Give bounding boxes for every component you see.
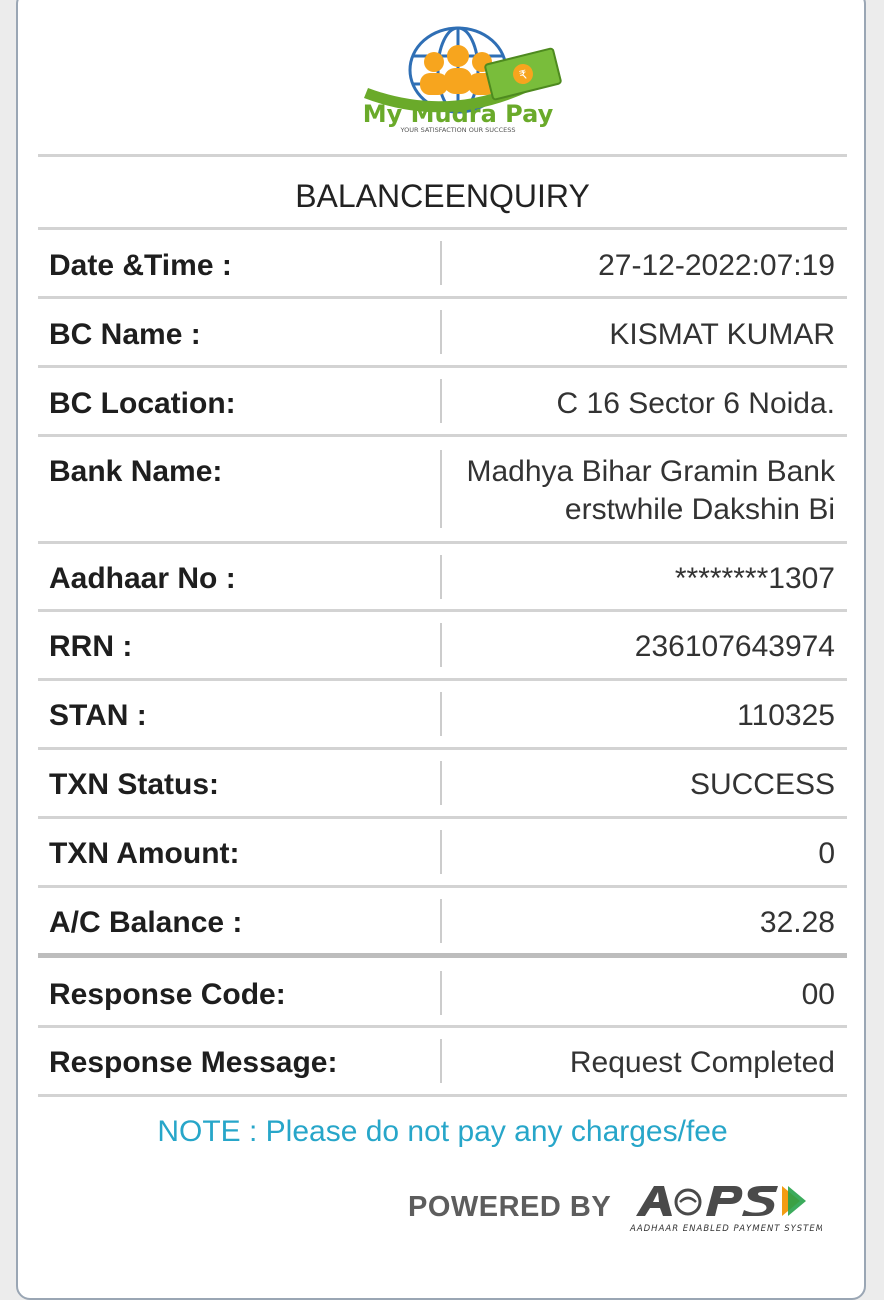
row-aadhaar-no [38,543,847,611]
column-divider [440,241,442,285]
divider [38,154,847,157]
column-divider [440,971,442,1015]
my-mudra-pay-logo [308,18,608,146]
row-bc-location [38,367,847,435]
row-value: KISMAT KUMAR [609,318,835,351]
column-divider [440,555,442,599]
row-stan [38,680,847,748]
aeps-logo [628,1180,822,1236]
row-value: 00 [801,978,835,1011]
brand-name: My Mudra Pay [362,100,554,128]
row-label: Response Code: [49,978,286,1011]
divider [38,1094,847,1097]
column-divider [440,692,442,736]
row-txn-amount [38,818,847,886]
column-divider [440,899,442,943]
column-divider [440,1039,442,1083]
row-label: TXN Amount: [49,837,240,870]
row-txn-status [38,749,847,817]
row-label: BC Location: [49,387,236,420]
row-label: A/C Balance : [49,906,243,939]
column-divider [440,830,442,874]
row-value: 236107643974 [634,630,835,663]
row-label: Aadhaar No : [49,562,236,595]
row-label: RRN : [49,630,133,663]
row-response-code [38,958,847,1025]
row-value: 32.28 [759,906,835,939]
aeps-tagline: AADHAAR ENABLED PAYMENT SYSTEM [630,1224,822,1234]
row-label: Response Message: [49,1046,338,1079]
row-rrn [38,611,847,679]
row-value-line-1: Madhya Bihar Gramin Bank [466,455,835,488]
fee-note: NOTE : Please do not pay any charges/fee [157,1115,728,1148]
svg-text:₹: ₹ [517,67,529,83]
column-divider [440,379,442,423]
row-label: Date &Time : [49,249,232,282]
row-label: TXN Status: [49,768,220,801]
brand-tagline: YOUR SATISFACTION OUR SUCCESS [400,126,516,134]
row-label: Bank Name: [49,455,223,488]
row-response-message [38,1027,847,1095]
row-label: BC Name : [49,318,201,351]
row-value: 27-12-2022:07:19 [598,249,835,282]
receipt-title: BALANCEENQUIRY [295,178,590,214]
row-ac-balance [38,887,847,955]
row-value: 110325 [737,699,835,732]
column-divider [440,623,442,667]
row-date-time [38,229,847,297]
powered-by-label: POWERED BY [408,1191,612,1223]
column-divider [440,761,442,805]
column-divider [440,450,442,528]
row-value: Request Completed [569,1046,835,1079]
column-divider [440,310,442,354]
row-value: 0 [818,837,835,870]
row-value: C 16 Sector 6 Noida. [556,387,835,420]
row-value: ********1307 [674,562,835,595]
row-label: STAN : [49,699,147,732]
row-value-line-2: erstwhile Dakshin Bi [564,493,835,526]
row-value: SUCCESS [689,768,835,801]
row-bc-name [38,298,847,366]
row-bank-name [38,436,847,541]
